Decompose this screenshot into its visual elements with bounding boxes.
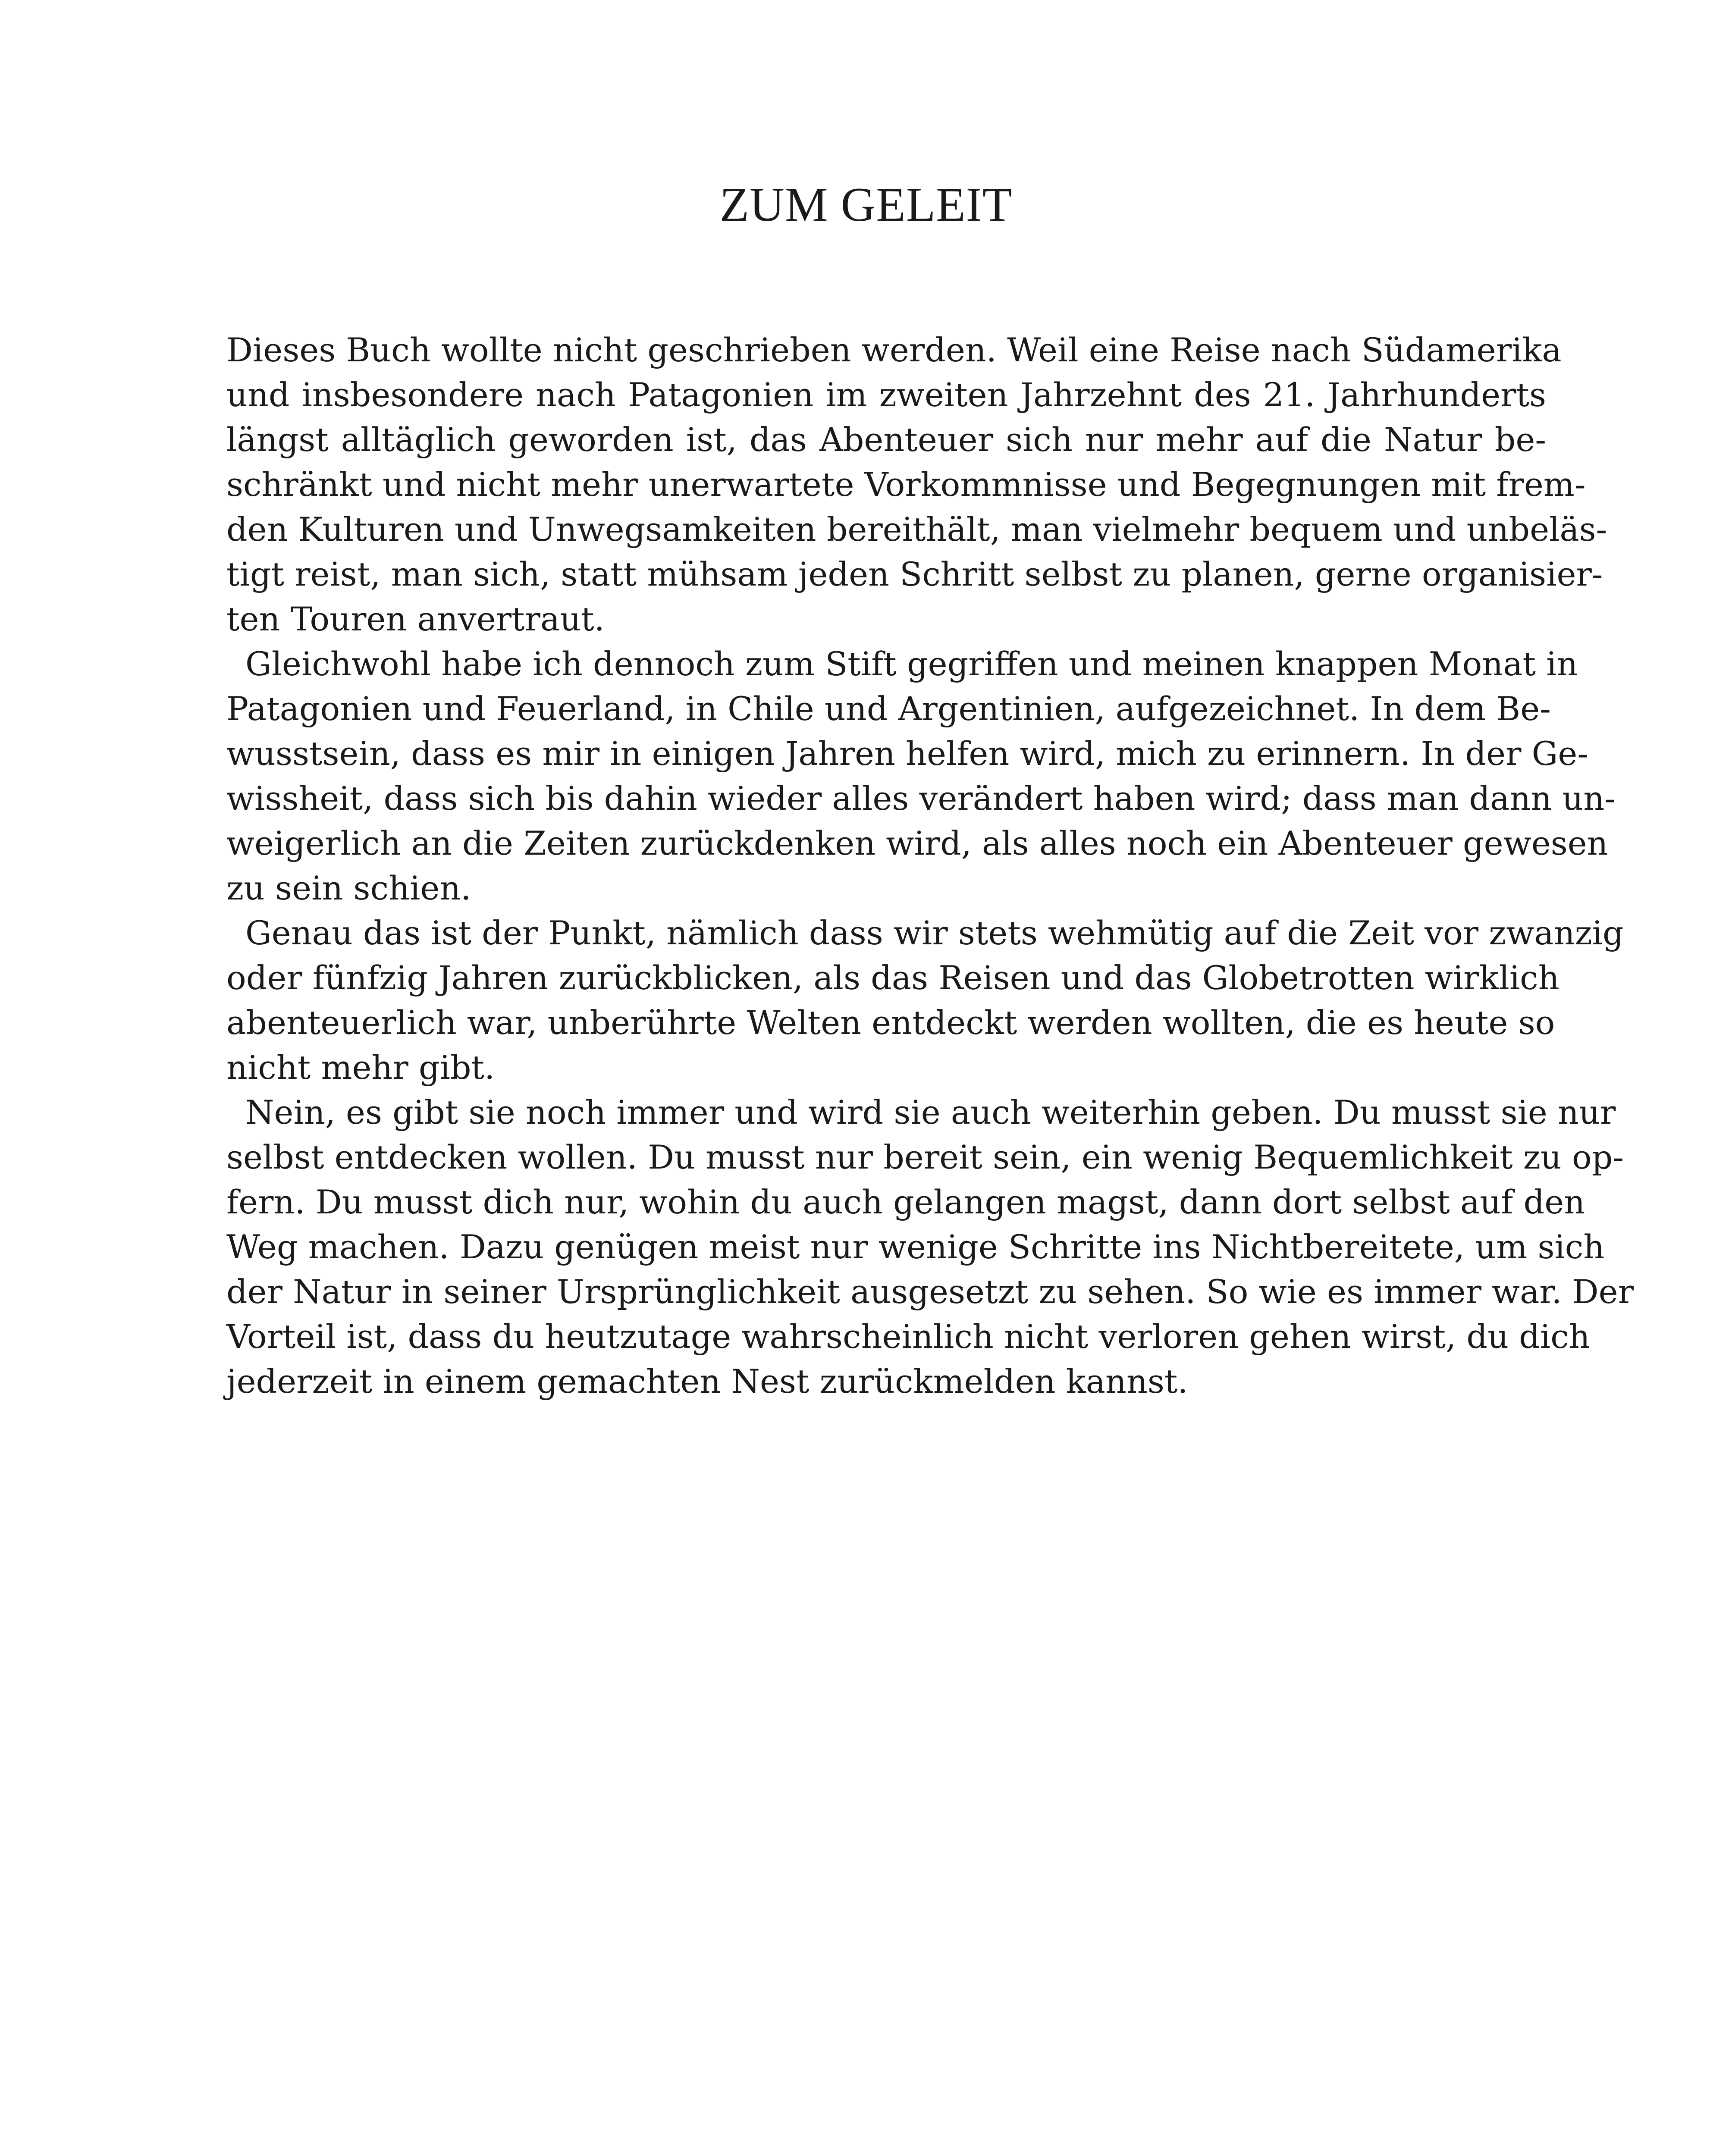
text-line: zu sein schien. bbox=[226, 869, 471, 907]
text-line: den Kulturen und Unwegsamkeiten bereithält, man vielmehr bequem und unbeläs- bbox=[226, 510, 1607, 548]
body-text bbox=[226, 328, 1634, 1404]
text-line: Genau das ist der Punkt, nämlich dass wir stets wehmütig auf die Zeit vor zwanzig bbox=[245, 914, 1624, 952]
paragraph bbox=[226, 642, 1616, 911]
text-line: fern. Du musst dich nur, wohin du auch gelangen magst, dann dort selbst auf den bbox=[226, 1183, 1585, 1221]
text-line: Patagonien und Feuerland, in Chile und Argentinien, aufgezeichnet. In dem Be- bbox=[226, 689, 1551, 728]
text-line: der Natur in seiner Ursprünglichkeit ausgesetzt zu sehen. So wie es immer war. Der bbox=[226, 1272, 1634, 1311]
text-line: längst alltäglich geworden ist, das Abenteuer sich nur mehr auf die Natur be- bbox=[226, 420, 1546, 459]
paragraph bbox=[226, 911, 1624, 1090]
text-line: nicht mehr gibt. bbox=[226, 1048, 495, 1087]
paragraph bbox=[226, 328, 1607, 642]
text-line: selbst entdecken wollen. Du musst nur bereit sein, ein wenig Bequemlichkeit zu op- bbox=[226, 1138, 1624, 1176]
text-line: oder fünfzig Jahren zurückblicken, als das Reisen und das Globetrotten wirklich bbox=[226, 959, 1559, 997]
text-line: Vorteil ist, dass du heutzutage wahrscheinlich nicht verloren gehen wirst, du dich bbox=[226, 1317, 1590, 1356]
text-line: wusstsein, dass es mir in einigen Jahren helfen wird, mich zu erinnern. In der Ge- bbox=[226, 734, 1589, 773]
text-line: Dieses Buch wollte nicht geschrieben werden. Weil eine Reise nach Südamerika bbox=[226, 331, 1562, 369]
text-line: wissheit, dass sich bis dahin wieder alles verändert haben wird; dass man dann un- bbox=[226, 779, 1616, 818]
text-line: ten Touren anvertraut. bbox=[226, 600, 605, 638]
text-line: Nein, es gibt sie noch immer und wird sie auch weiterhin geben. Du musst sie nur bbox=[245, 1093, 1616, 1131]
text-line: und insbesondere nach Patagonien im zweiten Jahrzehnt des 21. Jahrhunderts bbox=[226, 376, 1546, 414]
text-line: Gleichwohl habe ich dennoch zum Stift gegriffen und meinen knappen Monat in bbox=[245, 645, 1578, 683]
paragraph bbox=[226, 1090, 1634, 1404]
page-title: ZUM GELEIT bbox=[719, 178, 1013, 232]
text-line: weigerlich an die Zeiten zurückdenken wird, als alles noch ein Abenteuer gewesen bbox=[226, 824, 1608, 862]
text-line: tigt reist, man sich, statt mühsam jeden Schritt selbst zu planen, gerne organisier- bbox=[226, 555, 1603, 593]
text-line: schränkt und nicht mehr unerwartete Vorkommnisse und Begegnungen mit frem- bbox=[226, 465, 1586, 504]
text-line: Weg machen. Dazu genügen meist nur wenige Schritte ins Nichtbereitete, um sich bbox=[226, 1228, 1605, 1266]
text-line: jederzeit in einem gemachten Nest zurückmelden kannst. bbox=[226, 1362, 1188, 1401]
text-line: abenteuerlich war, unberührte Welten entdeckt werden wollten, die es heute so bbox=[226, 1003, 1555, 1042]
